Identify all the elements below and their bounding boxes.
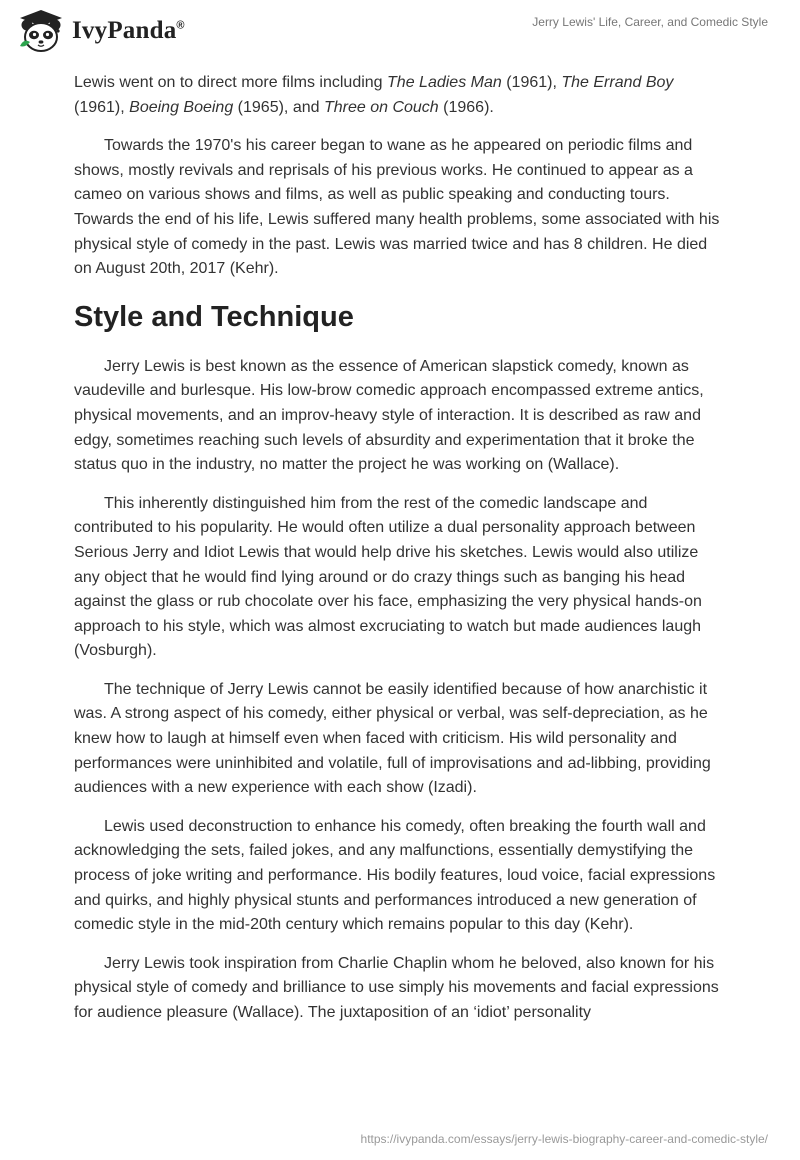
film-title: The Errand Boy <box>561 74 674 91</box>
paragraph-films: Lewis went on to direct more films including The Ladies Man (1961), The Errand Boy (1961), Boeing Boeing (1965), and Three on Couch (1966). <box>74 74 674 116</box>
brand-name: IvyPanda® <box>72 17 185 44</box>
panda-logo-icon <box>16 8 66 54</box>
paragraph: Jerry Lewis is best known as the essence of American slapstick comedy, known as vaudeville and burlesque. His low-brow comedic approach encompassed extreme antics, physical movements, and an improv-heavy style of interaction. It is described as raw and edgy, sometimes reaching such levels of absurdity and experimentation that it broke the status quo in the industry, no matter the project he was working on (Wallace). <box>74 357 704 474</box>
film-title: The Ladies Man <box>387 74 502 91</box>
page-header <box>0 0 800 60</box>
essay-body <box>74 71 728 1040</box>
section-heading: Style and Technique <box>74 300 354 333</box>
paragraph: This inherently distinguished him from the rest of the comedic landscape and contributed to his popularity. He would often utilize a dual personality approach between Serious Jerry and Idiot Lewis that would help drive his sketches. Lewis would also utilize any object that he would find lying around or do crazy things such as banging his head against the glass or rub chocolate over his face, emphasizing the very physical hands-on approach to his style, which was almost excruciating to watch but made audiences laugh (Vosburgh). <box>74 494 702 660</box>
site-logo[interactable] <box>16 8 185 54</box>
paragraph: Lewis used deconstruction to enhance his comedy, often breaking the fourth wall and acknowledging the sets, failed jokes, and any malfunctions, essentially demystifying the process of joke writing and performance. His bodily features, loud voice, facial expressions and quirks, and highly physical stunts and performances introduced a new generation of comedic style in the mid-20th century which remains popular to this day (Kehr). <box>74 817 716 934</box>
document-title: Jerry Lewis' Life, Career, and Comedic Style <box>532 15 768 29</box>
paragraph: The technique of Jerry Lewis cannot be easily identified because of how anarchistic it was. A strong aspect of his comedy, either physical or verbal, was self-depreciation, as he knew how to laugh at himself even when faced with criticism. His wild personality and performances were uninhibited and volatile, full of improvisations and ad-libbing, providing audiences with a new experience with each show (Izadi). <box>74 680 711 797</box>
film-title: Boeing Boeing <box>129 98 234 116</box>
paragraph: Jerry Lewis took inspiration from Charlie Chaplin whom he beloved, also known for his physical style of comedy and brilliance to use simply his movements and facial expressions for audience pleasure (Wallace). The juxtaposition of an ‘idiot’ personality <box>74 954 719 1021</box>
paragraph-career-decline: Towards the 1970's his career began to wane as he appeared on periodic films and shows, mostly revivals and reprisals of his previous works. He continued to appear as a cameo on various shows and films, as well as public speaking and conducting tours. Towards the end of his life, Lewis suffered many health problems, some associated with his physical style of comedy in the past. Lewis was married twice and has 8 children. He died on August 20th, 2017 (Kehr). <box>74 137 720 278</box>
registered-mark: ® <box>176 19 185 32</box>
film-title: Three on Couch <box>323 98 439 116</box>
source-url[interactable]: https://ivypanda.com/essays/jerry-lewis-biography-career-and-comedic-style/ <box>360 1132 768 1146</box>
